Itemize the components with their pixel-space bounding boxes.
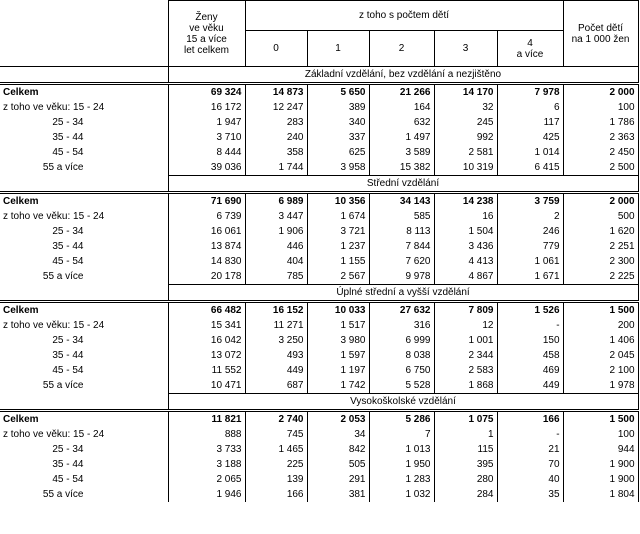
row-value: 7 <box>369 427 434 442</box>
row-value: 3 710 <box>168 130 245 145</box>
row-value: 1 500 <box>563 302 638 319</box>
row-value: 1 197 <box>307 363 369 378</box>
section-header-blank <box>0 176 168 193</box>
row-value: 625 <box>307 145 369 160</box>
row-value: 944 <box>563 442 638 457</box>
row-label: 35 - 44 <box>0 457 168 472</box>
table-row <box>0 378 638 394</box>
row-value: 15 382 <box>369 160 434 176</box>
table-row <box>0 193 638 210</box>
row-value: 66 482 <box>168 302 245 319</box>
table-row <box>0 318 638 333</box>
row-value: 7 620 <box>369 254 434 269</box>
table-row <box>0 224 638 239</box>
header-children-per-1000: Počet dětí na 1 000 žen <box>563 1 638 67</box>
row-value: 2 740 <box>245 411 307 428</box>
row-value: 1 946 <box>168 487 245 502</box>
header-col-0: 0 <box>245 31 307 67</box>
row-label: z toho ve věku: 15 - 24 <box>0 100 168 115</box>
row-value: 6 <box>497 100 563 115</box>
table-row <box>0 239 638 254</box>
row-value: 1 744 <box>245 160 307 176</box>
table-row <box>0 472 638 487</box>
table-row <box>0 209 638 224</box>
row-value: 449 <box>497 378 563 394</box>
table-row <box>0 457 638 472</box>
row-value: 240 <box>245 130 307 145</box>
row-value: 20 178 <box>168 269 245 285</box>
row-value: 7 978 <box>497 84 563 101</box>
row-value: 14 238 <box>434 193 497 210</box>
row-value: 1 620 <box>563 224 638 239</box>
row-value: 5 528 <box>369 378 434 394</box>
header-blank <box>0 1 168 67</box>
section-header <box>0 285 638 302</box>
row-value: 1 500 <box>563 411 638 428</box>
row-value: 1 906 <box>245 224 307 239</box>
row-value: 166 <box>245 487 307 502</box>
table-row <box>0 411 638 428</box>
row-value: 35 <box>497 487 563 502</box>
row-value: 1 900 <box>563 472 638 487</box>
row-value: 7 844 <box>369 239 434 254</box>
row-value: 10 033 <box>307 302 369 319</box>
row-value: 500 <box>563 209 638 224</box>
row-value: 358 <box>245 145 307 160</box>
row-value: 2 000 <box>563 193 638 210</box>
row-value: 283 <box>245 115 307 130</box>
row-value: 3 188 <box>168 457 245 472</box>
row-label: 55 a více <box>0 487 168 502</box>
row-value: 779 <box>497 239 563 254</box>
row-value: 1 517 <box>307 318 369 333</box>
row-label: z toho ve věku: 15 - 24 <box>0 318 168 333</box>
row-value: 1 013 <box>369 442 434 457</box>
row-label: 35 - 44 <box>0 348 168 363</box>
row-value: 8 038 <box>369 348 434 363</box>
row-value: 340 <box>307 115 369 130</box>
header-col-2: 2 <box>369 31 434 67</box>
row-value: 280 <box>434 472 497 487</box>
row-value: 1 742 <box>307 378 369 394</box>
section-title: Střední vzdělání <box>168 176 638 193</box>
table-row <box>0 427 638 442</box>
row-value: 27 632 <box>369 302 434 319</box>
row-value: 5 650 <box>307 84 369 101</box>
row-value: 458 <box>497 348 563 363</box>
row-value: 745 <box>245 427 307 442</box>
row-value: 3 250 <box>245 333 307 348</box>
row-value: 34 143 <box>369 193 434 210</box>
row-value: 8 444 <box>168 145 245 160</box>
row-label: Celkem <box>0 193 168 210</box>
row-value: 3 589 <box>369 145 434 160</box>
table-body <box>0 67 638 503</box>
section-header <box>0 394 638 411</box>
row-value: 1 947 <box>168 115 245 130</box>
header-col-3: 3 <box>434 31 497 67</box>
table-row <box>0 487 638 502</box>
row-value: 7 809 <box>434 302 497 319</box>
row-value: 2 053 <box>307 411 369 428</box>
row-value: 2 045 <box>563 348 638 363</box>
row-label: z toho ve věku: 15 - 24 <box>0 209 168 224</box>
row-value: 1 075 <box>434 411 497 428</box>
row-label: Celkem <box>0 302 168 319</box>
row-value: 446 <box>245 239 307 254</box>
row-value: 164 <box>369 100 434 115</box>
row-value: 32 <box>434 100 497 115</box>
table-row <box>0 302 638 319</box>
row-value: 70 <box>497 457 563 472</box>
row-label: 45 - 54 <box>0 254 168 269</box>
row-value: 1 406 <box>563 333 638 348</box>
row-value: 2 567 <box>307 269 369 285</box>
row-value: 14 170 <box>434 84 497 101</box>
row-value: 2 450 <box>563 145 638 160</box>
table-row <box>0 145 638 160</box>
row-value: 11 821 <box>168 411 245 428</box>
row-value: 200 <box>563 318 638 333</box>
row-value: 425 <box>497 130 563 145</box>
row-value: 291 <box>307 472 369 487</box>
row-value: 40 <box>497 472 563 487</box>
row-value: 3 759 <box>497 193 563 210</box>
row-label: 35 - 44 <box>0 239 168 254</box>
header-women-total: Ženy ve věku 15 a více let celkem <box>168 1 245 67</box>
row-value: 2 500 <box>563 160 638 176</box>
table-row <box>0 442 638 457</box>
table-row <box>0 333 638 348</box>
row-value: 1 804 <box>563 487 638 502</box>
row-value: 1 504 <box>434 224 497 239</box>
row-value: 69 324 <box>168 84 245 101</box>
row-value: 493 <box>245 348 307 363</box>
row-value: 687 <box>245 378 307 394</box>
row-value: 632 <box>369 115 434 130</box>
section-title: Vysokoškolské vzdělání <box>168 394 638 411</box>
row-value: 14 873 <box>245 84 307 101</box>
row-label: 55 a více <box>0 269 168 285</box>
row-value: 2 100 <box>563 363 638 378</box>
row-value: 1 671 <box>497 269 563 285</box>
row-value: 2 <box>497 209 563 224</box>
row-value: 395 <box>434 457 497 472</box>
row-label: 25 - 34 <box>0 333 168 348</box>
row-label: 55 a více <box>0 378 168 394</box>
row-value: 16 172 <box>168 100 245 115</box>
row-value: 316 <box>369 318 434 333</box>
row-value: 16 152 <box>245 302 307 319</box>
row-value: 1 597 <box>307 348 369 363</box>
row-value: 381 <box>307 487 369 502</box>
row-value: 1 155 <box>307 254 369 269</box>
row-value: 12 247 <box>245 100 307 115</box>
row-value: 10 319 <box>434 160 497 176</box>
row-value: 245 <box>434 115 497 130</box>
table-row <box>0 84 638 101</box>
row-value: 6 999 <box>369 333 434 348</box>
row-label: 25 - 34 <box>0 224 168 239</box>
row-value: 2 065 <box>168 472 245 487</box>
row-value: 3 958 <box>307 160 369 176</box>
row-label: 45 - 54 <box>0 472 168 487</box>
row-label: 25 - 34 <box>0 115 168 130</box>
row-value: 1 014 <box>497 145 563 160</box>
row-value: 888 <box>168 427 245 442</box>
row-value: 21 266 <box>369 84 434 101</box>
table-row <box>0 115 638 130</box>
section-title: Úplné střední a vyšší vzdělání <box>168 285 638 302</box>
section-header-blank <box>0 285 168 302</box>
row-value: 585 <box>369 209 434 224</box>
row-value: 992 <box>434 130 497 145</box>
table-row <box>0 100 638 115</box>
table-row <box>0 254 638 269</box>
row-value: 337 <box>307 130 369 145</box>
row-value: 2 251 <box>563 239 638 254</box>
row-value: 11 552 <box>168 363 245 378</box>
row-value: 449 <box>245 363 307 378</box>
row-value: 15 341 <box>168 318 245 333</box>
row-value: 389 <box>307 100 369 115</box>
section-header <box>0 176 638 193</box>
row-value: 117 <box>497 115 563 130</box>
row-value: 4 867 <box>434 269 497 285</box>
row-value: 139 <box>245 472 307 487</box>
row-value: 166 <box>497 411 563 428</box>
row-value: 71 690 <box>168 193 245 210</box>
row-value: 785 <box>245 269 307 285</box>
row-label: Celkem <box>0 411 168 428</box>
row-value: 12 <box>434 318 497 333</box>
row-value: 225 <box>245 457 307 472</box>
row-value: 1 032 <box>369 487 434 502</box>
row-value: 16 042 <box>168 333 245 348</box>
row-value: 6 989 <box>245 193 307 210</box>
row-value: 505 <box>307 457 369 472</box>
row-value: 1 001 <box>434 333 497 348</box>
row-value: 100 <box>563 100 638 115</box>
row-value: 10 356 <box>307 193 369 210</box>
row-value: 1 786 <box>563 115 638 130</box>
row-value: 284 <box>434 487 497 502</box>
table-row <box>0 160 638 176</box>
row-value: 469 <box>497 363 563 378</box>
row-value: 2 363 <box>563 130 638 145</box>
row-value: 4 413 <box>434 254 497 269</box>
row-value: 13 072 <box>168 348 245 363</box>
row-value: 14 830 <box>168 254 245 269</box>
row-label: 55 a více <box>0 160 168 176</box>
row-value: 10 471 <box>168 378 245 394</box>
row-value: 2 344 <box>434 348 497 363</box>
row-value: 1 061 <box>497 254 563 269</box>
row-value: 16 061 <box>168 224 245 239</box>
row-label: 45 - 54 <box>0 145 168 160</box>
row-value: 3 721 <box>307 224 369 239</box>
header-col-1: 1 <box>307 31 369 67</box>
row-value: 2 581 <box>434 145 497 160</box>
header-col-4-plus: 4 a více <box>497 31 563 67</box>
row-value: 6 750 <box>369 363 434 378</box>
row-value: 404 <box>245 254 307 269</box>
row-value: 246 <box>497 224 563 239</box>
row-value: 1 497 <box>369 130 434 145</box>
row-value: 13 874 <box>168 239 245 254</box>
row-value: 1 283 <box>369 472 434 487</box>
row-value: 1 900 <box>563 457 638 472</box>
row-value: 1 978 <box>563 378 638 394</box>
header-of-which-children: z toho s počtem dětí <box>245 1 563 31</box>
table-row <box>0 348 638 363</box>
row-value: 1 674 <box>307 209 369 224</box>
row-label: 45 - 54 <box>0 363 168 378</box>
row-value: 2 225 <box>563 269 638 285</box>
row-value: 1 950 <box>369 457 434 472</box>
row-label: z toho ve věku: 15 - 24 <box>0 427 168 442</box>
row-value: 8 113 <box>369 224 434 239</box>
row-value: 842 <box>307 442 369 457</box>
row-value: 39 036 <box>168 160 245 176</box>
row-value: 2 583 <box>434 363 497 378</box>
row-value: 115 <box>434 442 497 457</box>
row-value: - <box>497 318 563 333</box>
row-value: 3 436 <box>434 239 497 254</box>
row-value: 6 739 <box>168 209 245 224</box>
row-label: 35 - 44 <box>0 130 168 145</box>
row-value: 5 286 <box>369 411 434 428</box>
row-value: 2 300 <box>563 254 638 269</box>
row-label: Celkem <box>0 84 168 101</box>
row-value: 1 526 <box>497 302 563 319</box>
row-value: 100 <box>563 427 638 442</box>
row-value: 11 271 <box>245 318 307 333</box>
row-value: 9 978 <box>369 269 434 285</box>
row-value: 1 465 <box>245 442 307 457</box>
row-value: 1 237 <box>307 239 369 254</box>
row-label: 25 - 34 <box>0 442 168 457</box>
row-value: 150 <box>497 333 563 348</box>
row-value: 2 000 <box>563 84 638 101</box>
section-title: Základní vzdělání, bez vzdělání a nezjištěno <box>168 67 638 84</box>
section-header-blank <box>0 394 168 411</box>
row-value: 1 <box>434 427 497 442</box>
row-value: 3 733 <box>168 442 245 457</box>
section-header-blank <box>0 67 168 84</box>
row-value: 3 980 <box>307 333 369 348</box>
table-row <box>0 130 638 145</box>
table-row <box>0 363 638 378</box>
table-row <box>0 269 638 285</box>
row-value: - <box>497 427 563 442</box>
row-value: 34 <box>307 427 369 442</box>
row-value: 21 <box>497 442 563 457</box>
row-value: 16 <box>434 209 497 224</box>
row-value: 6 415 <box>497 160 563 176</box>
row-value: 3 447 <box>245 209 307 224</box>
row-value: 1 868 <box>434 378 497 394</box>
section-header <box>0 67 638 84</box>
